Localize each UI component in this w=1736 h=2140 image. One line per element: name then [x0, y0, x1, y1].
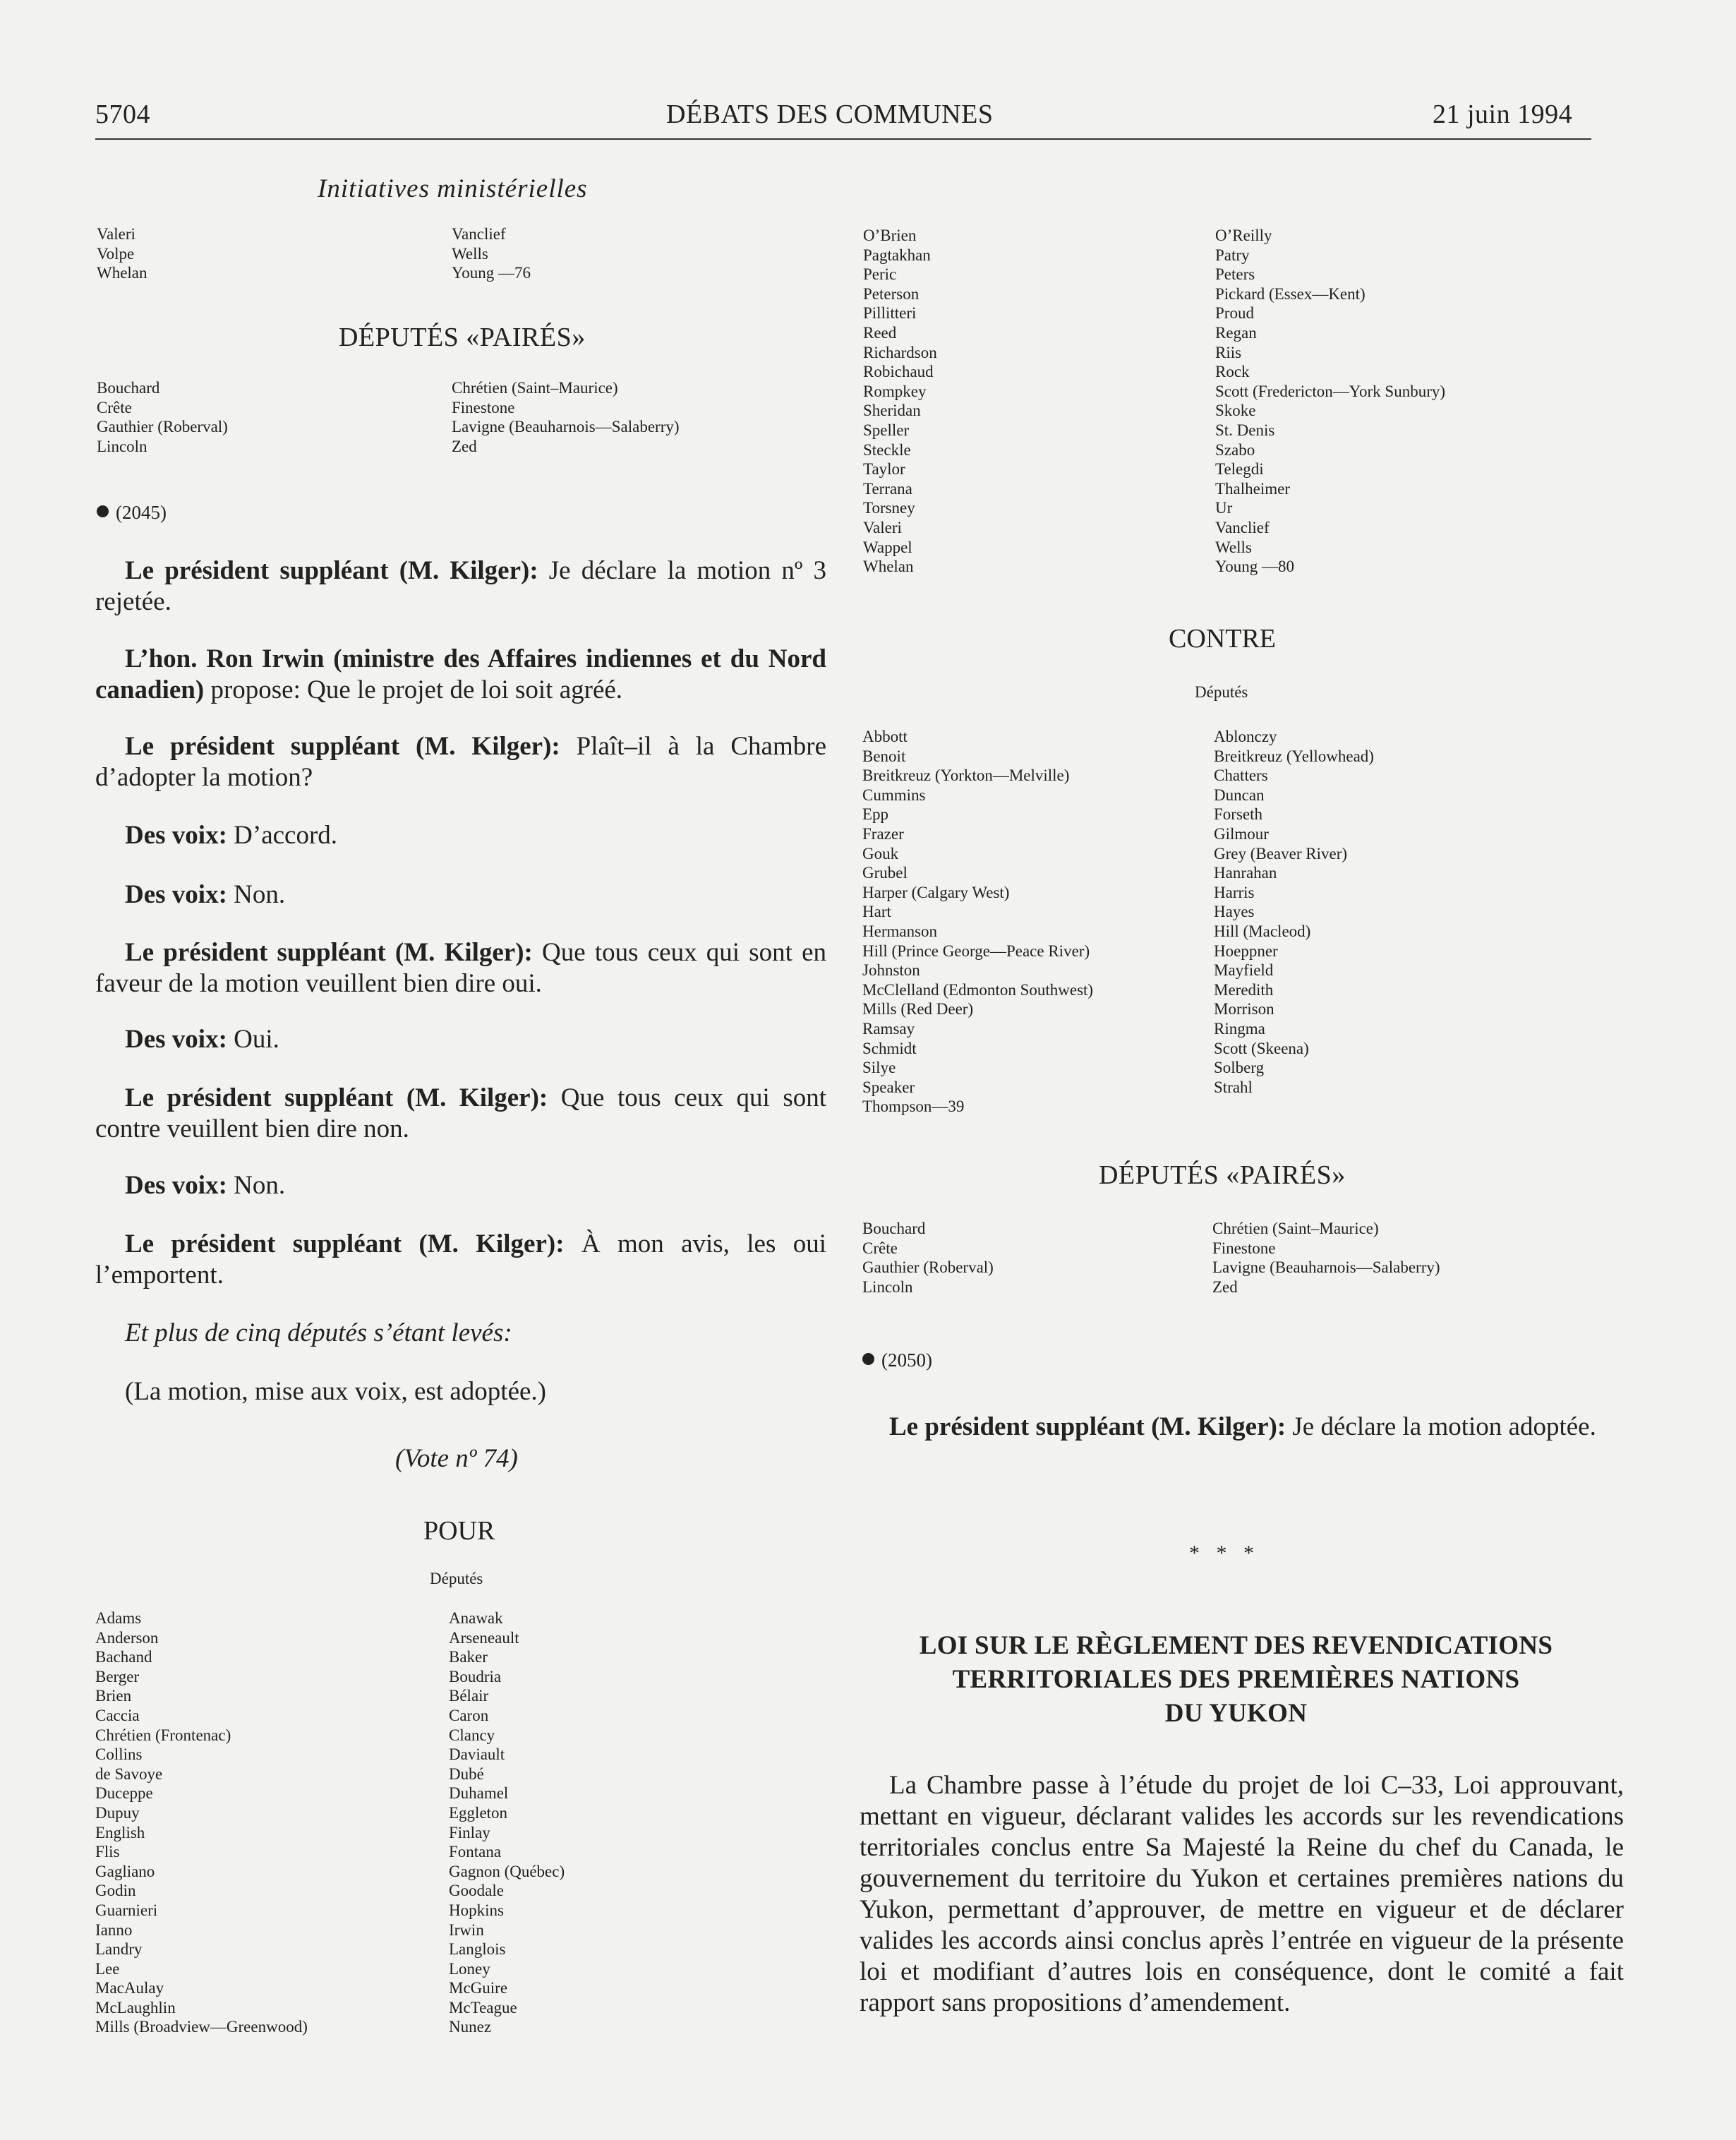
- member-name: Adams: [95, 1609, 142, 1627]
- member-name: Chrétien (Frontenac): [95, 1726, 231, 1744]
- member-name: Torsney: [863, 499, 915, 517]
- member-name: Morrison: [1214, 1000, 1274, 1018]
- member-name: Anderson: [95, 1628, 159, 1647]
- member-name: de Savoye: [95, 1765, 163, 1783]
- member-name: Grubel: [862, 864, 908, 882]
- vote-names-column: [1215, 226, 1445, 577]
- member-name: Steckle: [863, 440, 911, 459]
- member-name: Mayfield: [1214, 961, 1274, 980]
- member-name: Thompson—39: [862, 1098, 965, 1116]
- member-name: Vanclief: [1215, 518, 1270, 536]
- vote-names-column: [863, 226, 937, 577]
- member-name: Forseth: [1214, 805, 1262, 824]
- member-name: Lincoln: [97, 437, 147, 455]
- member-name: St. Denis: [1215, 421, 1275, 439]
- speech-text: Plaît–il à la Chambre d’adopter la motion?: [95, 732, 826, 792]
- speech-text: D’accord.: [227, 821, 338, 850]
- member-name: Bouchard: [862, 1220, 926, 1237]
- member-name: Duhamel: [449, 1784, 509, 1803]
- speaker: Le président suppléant (M. Kilger):: [125, 556, 538, 585]
- member-name: Gagliano: [95, 1862, 155, 1880]
- vote-names-column: [97, 224, 147, 283]
- member-name: Vanclief: [452, 225, 506, 243]
- member-name: Godin: [95, 1882, 136, 1900]
- member-name: Duncan: [1214, 786, 1265, 804]
- speech-paragraph: [95, 644, 826, 706]
- member-name: Whelan: [863, 558, 914, 576]
- member-name: Scott (Fredericton—York Sunbury): [1215, 382, 1446, 400]
- section-topic: Initiatives ministérielles: [318, 174, 588, 203]
- member-name: Baker: [449, 1648, 488, 1666]
- speech-paragraph: [95, 731, 826, 793]
- vote-names-column: [452, 224, 531, 283]
- member-name: Szabo: [1215, 440, 1255, 459]
- member-name: Ringma: [1214, 1019, 1265, 1038]
- member-name: Valeri: [97, 225, 135, 243]
- member-name: O’Brien: [863, 227, 917, 244]
- bullet-icon: [862, 1353, 874, 1365]
- member-name: Young —76: [452, 264, 531, 282]
- member-name: Arseneault: [449, 1628, 519, 1647]
- speaker: Des voix:: [125, 1171, 227, 1200]
- speech-paragraph: [95, 1170, 826, 1201]
- member-name: Peric: [863, 265, 897, 284]
- paired-names-column: [452, 378, 680, 456]
- contre-heading: CONTRE: [1169, 624, 1276, 654]
- member-name: Guarnieri: [95, 1901, 158, 1919]
- member-name: Wells: [1215, 538, 1252, 556]
- member-name: Pickard (Essex—Kent): [1215, 284, 1366, 303]
- member-name: Sheridan: [863, 402, 921, 420]
- bill-title: [854, 1629, 1618, 1731]
- member-name: Daviault: [449, 1745, 505, 1764]
- procedural-note: Et plus de cinq députés s’étant levés:: [125, 1318, 512, 1347]
- member-name: O’Reilly: [1215, 227, 1272, 244]
- member-name: Dubé: [449, 1765, 484, 1783]
- member-name: Fontana: [449, 1843, 502, 1861]
- member-name: Taylor: [863, 460, 905, 479]
- member-name: Zed: [1212, 1278, 1238, 1296]
- member-name: Chrétien (Saint–Maurice): [1212, 1220, 1379, 1237]
- speaker: Des voix:: [125, 880, 227, 909]
- speech-text: propose: Que le projet de loi soit agréé.: [204, 675, 623, 704]
- contre-names-column: [862, 727, 1093, 1117]
- member-name: Irwin: [449, 1920, 484, 1939]
- speech-paragraph: [95, 879, 826, 910]
- member-name: Brien: [95, 1687, 132, 1705]
- member-name: MacAulay: [95, 1979, 164, 1997]
- section-separator: * * *: [1189, 1541, 1260, 1565]
- paired-names-column: [862, 1219, 994, 1297]
- member-name: Lincoln: [862, 1278, 913, 1296]
- member-name: Meredith: [1214, 980, 1274, 999]
- member-name: Young —80: [1215, 558, 1295, 576]
- member-name: Peters: [1215, 265, 1255, 284]
- member-name: Goodale: [449, 1882, 504, 1900]
- member-name: Flis: [95, 1843, 120, 1861]
- member-name: Solberg: [1214, 1059, 1265, 1077]
- member-name: Proud: [1215, 304, 1254, 323]
- member-name: Wells: [452, 244, 488, 263]
- speech-text: Que tous ceux qui sont en faveur de la motion veuillent bien dire oui.: [95, 938, 826, 998]
- page-date: 21 juin 1994: [1433, 100, 1573, 129]
- member-name: Wappel: [863, 538, 912, 556]
- member-name: Gouk: [862, 844, 899, 862]
- member-name: Terrana: [863, 479, 912, 498]
- member-name: Rompkey: [863, 382, 927, 400]
- member-name: Ianno: [95, 1920, 133, 1939]
- member-name: Anawak: [449, 1609, 503, 1627]
- member-name: Hoeppner: [1214, 942, 1278, 960]
- member-name: Silye: [862, 1059, 896, 1077]
- member-name: Finlay: [449, 1823, 490, 1841]
- member-name: Landry: [95, 1940, 143, 1959]
- pour-names-column: [449, 1609, 565, 2037]
- speech-paragraph: [95, 820, 826, 851]
- member-name: Loney: [449, 1959, 490, 1978]
- member-name: Bouchard: [97, 379, 160, 397]
- member-name: Skoke: [1215, 402, 1256, 420]
- member-name: Volpe: [97, 244, 135, 263]
- member-name: Collins: [95, 1745, 143, 1764]
- speaker: Le président suppléant (M. Kilger):: [125, 732, 560, 761]
- member-name: Gauthier (Roberval): [97, 418, 228, 436]
- member-name: Dupuy: [95, 1803, 140, 1822]
- member-name: Peterson: [863, 284, 920, 303]
- member-name: Gilmour: [1214, 824, 1269, 843]
- member-name: Bachand: [95, 1648, 152, 1666]
- member-name: Bélair: [449, 1687, 489, 1705]
- speaker: Le président suppléant (M. Kilger):: [125, 938, 533, 967]
- procedural-note: (La motion, mise aux voix, est adoptée.): [125, 1377, 546, 1406]
- member-name: Thalheimer: [1215, 479, 1291, 498]
- speaker: Le président suppléant (M. Kilger):: [125, 1230, 565, 1258]
- speech-text: À mon avis, les oui l’emportent.: [95, 1230, 827, 1290]
- vote-number: (Vote nº 74): [395, 1444, 518, 1473]
- member-name: Benoit: [862, 747, 906, 765]
- member-name: McClelland (Edmonton Southwest): [862, 980, 1094, 999]
- member-name: Chrétien (Saint–Maurice): [452, 379, 618, 397]
- member-name: McGuire: [449, 1979, 508, 1997]
- member-name: Breitkreuz (Yorkton—Melville): [862, 767, 1070, 785]
- contre-subheading: Députés: [1195, 683, 1248, 701]
- pour-subheading: Députés: [430, 1570, 483, 1587]
- member-name: Strahl: [1214, 1078, 1253, 1096]
- member-name: Lavigne (Beauharnois—Salaberry): [452, 418, 680, 436]
- member-name: McLaughlin: [95, 1998, 176, 2016]
- speaker: Des voix:: [125, 1025, 227, 1054]
- member-name: Scott (Skeena): [1214, 1039, 1309, 1057]
- speech-paragraph: [95, 1229, 826, 1291]
- member-name: Regan: [1215, 323, 1257, 342]
- member-name: Schmidt: [862, 1039, 917, 1057]
- bullet-icon: [97, 505, 109, 517]
- member-name: Rock: [1215, 363, 1250, 381]
- member-name: Hayes: [1214, 903, 1255, 921]
- member-name: Robichaud: [863, 363, 934, 381]
- member-name: Patry: [1215, 246, 1250, 264]
- bill-title-line: DU YUKON: [1164, 1699, 1308, 1728]
- header-rule: [95, 138, 1591, 140]
- speech-paragraph: [95, 555, 826, 618]
- paired-names-column: [1212, 1219, 1440, 1297]
- member-name: Duceppe: [95, 1784, 153, 1803]
- speech-text: Oui.: [227, 1025, 279, 1054]
- member-name: Johnston: [862, 961, 920, 980]
- timestamp: [97, 502, 167, 524]
- member-name: Lavigne (Beauharnois—Salaberry): [1212, 1258, 1440, 1277]
- paired-names-column: [97, 378, 228, 456]
- pour-heading: POUR: [423, 1516, 495, 1546]
- member-name: Riis: [1215, 343, 1242, 361]
- member-name: Crête: [862, 1239, 898, 1257]
- bill-paragraph: La Chambre passe à l’étude du projet de loi C–33, Loi approuvant, mettant en vigueur, déclarant valides les accords sur les revendications territoriales conclus entre Sa Majesté la Reine du chef du Canada, le gouvernement du territoire du Yukon et certaines premières nations du Yukon, permettant d’approuver, de mettre en vigueur et de déclarer valides les accords ainsi conclus après l’entrée en vigueur de la présente loi et modifiant d’autres lois en conséquence, dont le comité a fait rapport sans propositions d’amendement.: [860, 1771, 1624, 2017]
- speaker: Des voix:: [125, 821, 227, 850]
- speech-text: Que tous ceux qui sont contre veuillent bien dire non.: [95, 1083, 827, 1143]
- speaker: L’hon. Ron Irwin (ministre des Affaires indiennes et du Nord canadien): [95, 644, 826, 704]
- member-name: Berger: [95, 1667, 140, 1685]
- member-name: English: [95, 1823, 145, 1841]
- speech-text: Non.: [227, 880, 286, 909]
- member-name: Ablonczy: [1214, 728, 1277, 745]
- speech-text: Je déclare la motion nº 3 rejetée.: [95, 556, 826, 616]
- member-name: Finestone: [452, 398, 515, 416]
- speech-text: Non.: [227, 1171, 286, 1200]
- paired-members-heading: DÉPUTÉS «PAIRÉS»: [1099, 1160, 1346, 1190]
- paired-members-heading: DÉPUTÉS «PAIRÉS»: [339, 323, 586, 352]
- member-name: Crête: [97, 398, 132, 416]
- speech-text: Je déclare la motion adoptée.: [1286, 1412, 1596, 1441]
- member-name: Harris: [1214, 883, 1255, 901]
- member-name: Breitkreuz (Yellowhead): [1214, 747, 1374, 765]
- member-name: Boudria: [449, 1667, 502, 1685]
- member-name: Abbott: [862, 728, 908, 745]
- page-number: 5704: [95, 100, 150, 129]
- speaker: Le président suppléant (M. Kilger):: [125, 1083, 548, 1112]
- member-name: Speaker: [862, 1078, 915, 1096]
- pour-names-column: [95, 1609, 308, 2037]
- member-name: Speller: [863, 421, 910, 439]
- timestamp-text: (2050): [881, 1349, 932, 1371]
- speaker: Le président suppléant (M. Kilger):: [889, 1412, 1286, 1441]
- member-name: Whelan: [97, 264, 147, 282]
- publication-title: DÉBATS DES COMMUNES: [666, 100, 994, 129]
- member-name: Caccia: [95, 1706, 140, 1724]
- member-name: Zed: [452, 437, 477, 455]
- speech-paragraph: [95, 1024, 826, 1055]
- member-name: Valeri: [863, 518, 902, 536]
- timestamp-text: (2045): [116, 502, 167, 523]
- member-name: Hart: [862, 903, 891, 921]
- member-name: Gauthier (Roberval): [862, 1258, 994, 1277]
- member-name: Pillitteri: [863, 304, 917, 323]
- speech-paragraph: [95, 937, 826, 999]
- member-name: Cummins: [862, 786, 926, 804]
- member-name: Reed: [863, 323, 897, 342]
- member-name: Harper (Calgary West): [862, 883, 1010, 901]
- member-name: Chatters: [1214, 767, 1268, 785]
- member-name: Mills (Red Deer): [862, 1000, 974, 1018]
- member-name: Hill (Prince George—Peace River): [862, 942, 1090, 960]
- speech-paragraph: [860, 1412, 1624, 1443]
- member-name: Epp: [862, 805, 889, 824]
- contre-names-column: [1214, 727, 1374, 1097]
- bill-title-line: LOI SUR LE RÈGLEMENT DES REVENDICATIONS: [919, 1631, 1553, 1660]
- member-name: Hopkins: [449, 1901, 504, 1919]
- member-name: Hermanson: [862, 922, 938, 940]
- member-name: Eggleton: [449, 1803, 508, 1822]
- member-name: Langlois: [449, 1940, 506, 1959]
- member-name: Clancy: [449, 1726, 495, 1744]
- member-name: Lee: [95, 1959, 120, 1978]
- member-name: McTeague: [449, 1998, 517, 2016]
- member-name: Finestone: [1212, 1239, 1276, 1257]
- member-name: Grey (Beaver River): [1214, 844, 1348, 862]
- member-name: Gagnon (Québec): [449, 1862, 565, 1880]
- member-name: Richardson: [863, 343, 937, 361]
- member-name: Hanrahan: [1214, 864, 1277, 882]
- member-name: Caron: [449, 1706, 489, 1724]
- member-name: Nunez: [449, 2018, 492, 2036]
- member-name: Ur: [1215, 499, 1233, 517]
- timestamp: [862, 1349, 932, 1371]
- member-name: Telegdi: [1215, 460, 1264, 479]
- bill-title-line: TERRITORIALES DES PREMIÈRES NATIONS: [952, 1665, 1520, 1694]
- member-name: Mills (Broadview—Greenwood): [95, 2018, 308, 2036]
- member-name: Frazer: [862, 824, 904, 843]
- speech-paragraph: [95, 1083, 826, 1145]
- member-name: Hill (Macleod): [1214, 922, 1311, 940]
- member-name: Ramsay: [862, 1019, 915, 1038]
- member-name: Pagtakhan: [863, 246, 931, 264]
